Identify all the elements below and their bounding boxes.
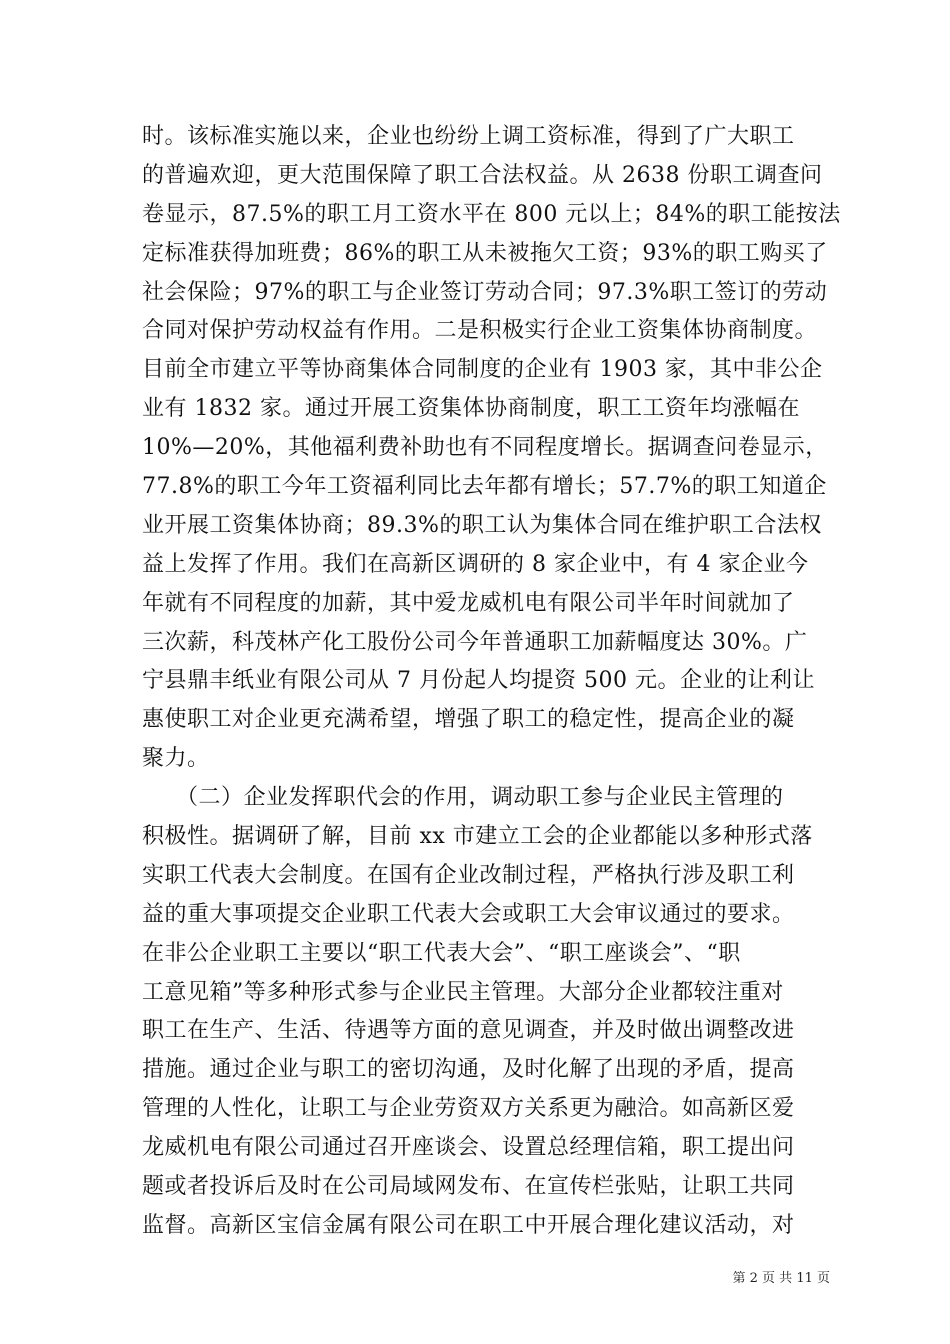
text-line: 三次薪，科茂林产化工股份公司今年普通职工加薪幅度达 30%。广 bbox=[142, 629, 808, 655]
text-line: 业有 1832 家。通过开展工资集体协商制度，职工工资年均涨幅在 bbox=[142, 396, 800, 422]
text-line: 77.8%的职工今年工资福利同比去年都有增长；57.7%的职工知道企 bbox=[142, 474, 827, 500]
text-line: 实职工代表大会制度。在国有企业改制过程，严格执行涉及职工利 bbox=[142, 862, 795, 888]
text-line: 工意见箱”等多种形式参与企业民主管理。大部分企业都较注重对 bbox=[142, 979, 784, 1005]
text-line: 合同对保护劳动权益有作用。二是积极实行企业工资集体协商制度。 bbox=[142, 318, 818, 344]
text-line: 定标准获得加班费；86%的职工从未被拖欠工资；93%的职工购买了 bbox=[142, 240, 828, 266]
text-line: 龙威机电有限公司通过召开座谈会、设置总经理信箱，职工提出问 bbox=[142, 1135, 795, 1161]
text-line: 聚力。 bbox=[142, 746, 210, 772]
text-line: 益上发挥了作用。我们在高新区调研的 8 家企业中，有 4 家企业今 bbox=[142, 551, 809, 577]
text-line: 的普遍欢迎，更大范围保障了职工合法权益。从 2638 份职工调查问 bbox=[142, 162, 823, 188]
text-line: 题或者投诉后及时在公司局域网发布、在宣传栏张贴，让职工共同 bbox=[142, 1174, 795, 1200]
text-line: 社会保险；97%的职工与企业签订劳动合同；97.3%职工签订的劳动 bbox=[142, 279, 828, 305]
text-line: 职工在生产、生活、待遇等方面的意见调查，并及时做出调整改进 bbox=[142, 1018, 795, 1044]
text-line: （二）企业发挥职代会的作用，调动职工参与企业民主管理的 bbox=[142, 785, 784, 811]
text-line: 监督。高新区宝信金属有限公司在职工中开展合理化建议活动，对 bbox=[142, 1212, 795, 1238]
text-line: 年就有不同程度的加薪，其中爱龙威机电有限公司半年时间就加了 bbox=[142, 590, 795, 616]
text-line: 业开展工资集体协商；89.3%的职工认为集体合同在维护职工合法权 bbox=[142, 512, 822, 538]
text-line: 惠使职工对企业更充满希望，增强了职工的稳定性，提高企业的凝 bbox=[142, 707, 795, 733]
text-line: 积极性。据调研了解，目前 xx 市建立工会的企业都能以多种形式落 bbox=[142, 824, 813, 850]
text-line: 措施。通过企业与职工的密切沟通，及时化解了出现的矛盾，提高 bbox=[142, 1057, 795, 1083]
text-line: 目前全市建立平等协商集体合同制度的企业有 1903 家，其中非公企 bbox=[142, 357, 823, 383]
text-line: 卷显示，87.5%的职工月工资水平在 800 元以上；84%的职工能按法 bbox=[142, 201, 841, 227]
text-line: 益的重大事项提交企业职工代表大会或职工大会审议通过的要求。 bbox=[142, 901, 795, 927]
body-text bbox=[142, 118, 841, 1246]
text-line: 宁县鼎丰纸业有限公司从 7 月份起人均提资 500 元。企业的让利让 bbox=[142, 668, 815, 694]
text-line: 在非公企业职工主要以“职工代表大会”、“职工座谈会”、“职 bbox=[142, 940, 741, 966]
text-line: 时。该标准实施以来，企业也纷纷上调工资标准，得到了广大职工 bbox=[142, 124, 795, 149]
text-line: 10%—20%，其他福利费补助也有不同程度增长。据调查问卷显示， bbox=[142, 435, 828, 461]
page-number: 第 2 页 共 11 页 bbox=[732, 1271, 830, 1286]
text-line: 管理的人性化，让职工与企业劳资双方关系更为融洽。如高新区爱 bbox=[142, 1096, 795, 1122]
